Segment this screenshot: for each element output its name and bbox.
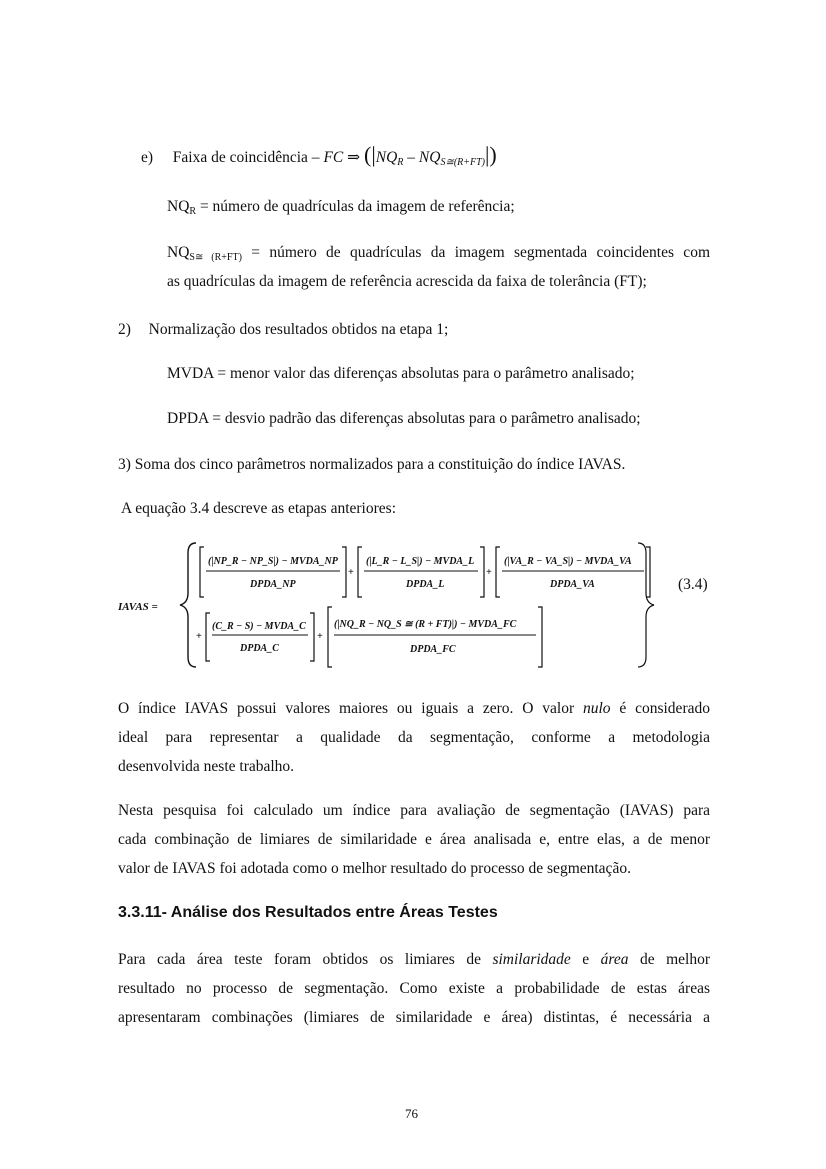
formula-nq-s: NQ [418,149,441,166]
item-e-label: e) [141,149,154,166]
equation-number: (3.4) [678,576,708,593]
step-3-text: Soma dos cinco parâmetros normalizados para a constituição do índice IAVAS. [134,456,626,473]
eq-term4-den: DPDA_C [240,643,279,654]
equation-svg [118,535,718,675]
para1-italic: nulo [582,700,611,717]
para1-line2: ideal para representar a qualidade da segmentação, conforme a metodologia [118,729,710,746]
step-2-text: Normalização dos resultados obtidos na etapa 1; [148,321,449,338]
para1-line1 [118,699,710,719]
equation-3-4 [118,535,718,675]
formula-arrow: ⇒ [347,149,361,166]
formula-minus: – [407,149,416,166]
page-number: 76 [405,1106,418,1121]
svg-text:+: + [196,631,202,642]
formula-nq-r: NQ [375,149,398,166]
step-3 [118,455,625,475]
eq-term5-den: DPDA_FC [410,644,456,655]
step-3-label: 3) [118,456,131,473]
outer-brace-right [638,543,654,667]
section-heading: 3.3.11- Análise dos Resultados entre Áreas Testes [118,904,498,921]
def-nqr-text: = número de quadrículas da imagem de referência; [199,198,515,215]
item-e: e) Faixa de coincidência – FC ⇒ $(|NQ_R - NQ_{S≅(R+FT)}|)$ [141,142,497,168]
def-nqr [167,197,515,222]
para3-italic-1: similaridade [492,951,571,968]
eq-term5-num: (|NQ_R − NQ_S ≅ (R + FT)|) − MVDA_FC [334,619,517,630]
equation-intro: A equação 3.4 descreve as etapas anteriores: [121,500,396,517]
para3-line3: apresentaram combinações (limiares de similaridade e área) distintas, é necessária a [118,1009,710,1026]
para1-text-b: é considerado [610,700,710,717]
para3-line1 [118,950,710,970]
para3-text-a: Para cada área teste foram obtidos os limiares de [118,951,493,968]
formula-sub-r: R [397,157,404,168]
def-nqs-sub: S≅ (R+FT) [189,252,242,263]
para2-line1: Nesta pesquisa foi calculado um índice para avaliação de segmentação (IAVAS) para [118,802,710,819]
para3-italic-2: área [600,951,629,968]
def-nqs-text1: = número de quadrículas da imagem segmentada coincidentes com [251,244,710,261]
eq-lhs: IAVAS = [118,601,158,613]
para3-text-c: de melhor [628,951,710,968]
def-dpda: DPDA = desvio padrão das diferenças absolutas para o parâmetro analisado; [167,410,641,427]
para3-line2: resultado no processo de segmentação. Como existe a probabilidade de estas áreas [118,980,710,997]
def-nqs-line2: as quadrículas da imagem de referência acrescida da faixa de tolerância (FT); [167,273,647,290]
para1-line3: desenvolvida neste trabalho. [118,758,295,775]
eq-term1-den: DPDA_NP [250,579,296,590]
formula-sub-s: S≅(R+FT) [440,157,486,168]
eq-term3-num: (|VA_R − VA_S|) − MVDA_VA [504,556,632,567]
para2-line2: cada combinação de limiares de similaridade e área analisada e, entre elas, a de menor [118,831,710,848]
def-nqs-sym: NQ [167,244,190,261]
svg-text:+: + [486,567,492,578]
item-e-text: Faixa de coincidência – [172,149,320,166]
formula-fc: FC [323,149,344,166]
para2-line3: valor de IAVAS foi adotada como o melhor resultado do processo de segmentação. [118,860,631,877]
step-2 [118,320,448,340]
def-nqr-sym: NQ [167,198,190,215]
eq-term2-den: DPDA_L [406,579,445,590]
para1-text-a: O índice IAVAS possui valores maiores ou iguais a zero. O valor [118,700,583,717]
eq-term3-den: DPDA_VA [550,579,595,590]
def-nqs-line1 [167,243,710,268]
eq-term2-num: (|L_R − L_S|) − MVDA_L [366,556,475,567]
outer-brace-left [180,543,196,667]
step-2-label: 2) [118,321,131,338]
para3-text-b: e [570,951,601,968]
svg-text:+: + [348,567,354,578]
eq-term4-num: (C_R − S) − MVDA_C [212,621,306,632]
svg-text:+: + [317,631,323,642]
def-mvda: MVDA = menor valor das diferenças absolutas para o parâmetro analisado; [167,365,635,382]
eq-term1-num: (|NP_R − NP_S|) − MVDA_NP [208,556,338,567]
def-nqr-sub: R [189,206,197,217]
